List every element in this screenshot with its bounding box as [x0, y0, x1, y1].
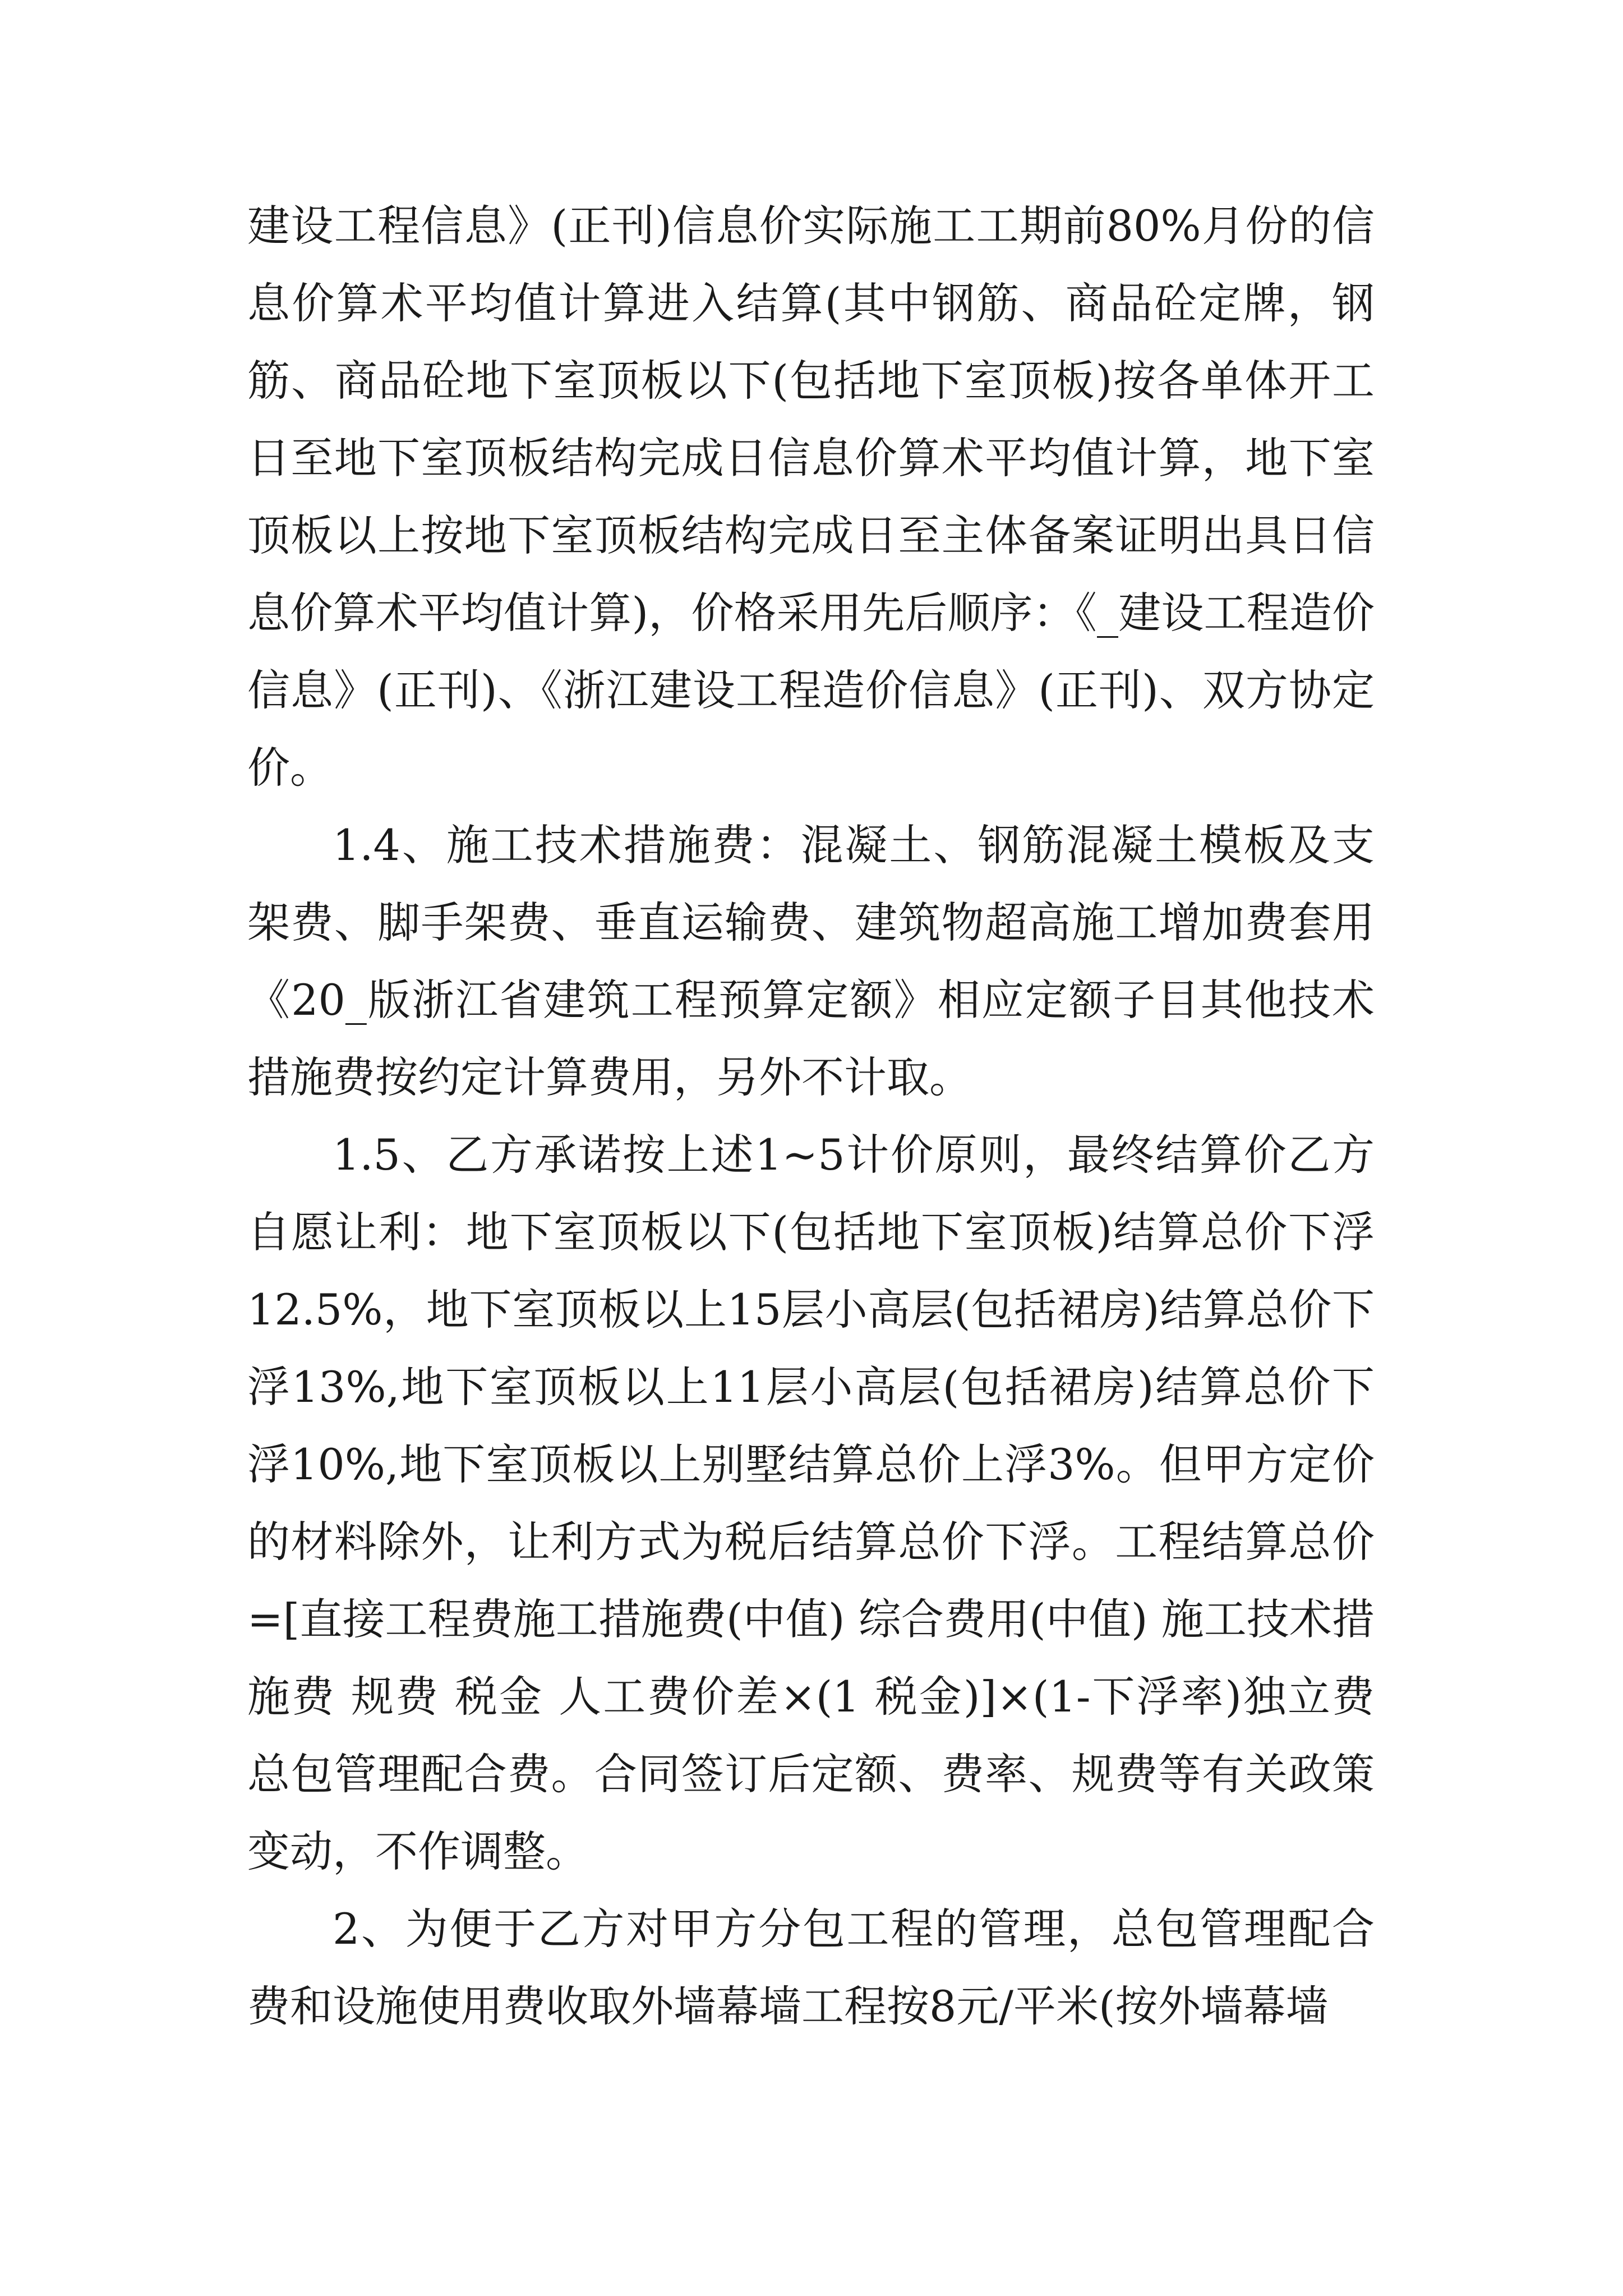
paragraph-continuation: 建设工程信息》(正刊)信息价实际施工工期前80%月份的信息价算术平均值计算进入结算(其中钢筋、商品砼定牌，钢筋、商品砼地下室顶板以下(包括地下室顶板)按各单体开工日至地下室顶板结构完成日信息价算术平均值计算，地下室顶板以上按地下室顶板结构完成日至主体备案证明出具日信息价算术平均值计算)，价格采用先后顺序：《_建设工程造价信息》(正刊)、《浙江建设工程造价信息》(正刊)、双方协定价。: [247, 201, 1375, 793]
paragraph-1-5: 1.5、乙方承诺按上述1~5计价原则，最终结算价乙方自愿让利：地下室顶板以下(包括地下室顶板)结算总价下浮12.5%，地下室顶板以上15层小高层(包括裙房)结算总价下浮13%,地下室顶板以上11层小高层(包括裙房)结算总价下浮10%,地下室顶板以上别墅结算总价上浮3%。但甲方定价的材料除外，让利方式为税后结算总价下浮。工程结算总价=[直接工程费施工措施费(中值) 综合费用(中值) 施工技术措施费 规费 税金 人工费价差×(1 税金)]×(1-下浮率)独立费总包管理配合费。合同签订后定额、费率、规费等有关政策变动，不作调整。: [247, 1130, 1375, 1876]
paragraph-1-4: 1.4、施工技术措施费：混凝土、钢筋混凝土模板及支架费、脚手架费、垂直运输费、建筑物超高施工增加费套用《20_版浙江省建筑工程预算定额》相应定额子目其他技术措施费按约定计算费用，另外不计取。: [247, 820, 1375, 1102]
document-body: [247, 187, 1375, 2045]
paragraph-2: 2、为便于乙方对甲方分包工程的管理，总包管理配合费和设施使用费收取外墙幕墙工程按8元/平米(按外墙幕墙: [247, 1904, 1375, 2031]
